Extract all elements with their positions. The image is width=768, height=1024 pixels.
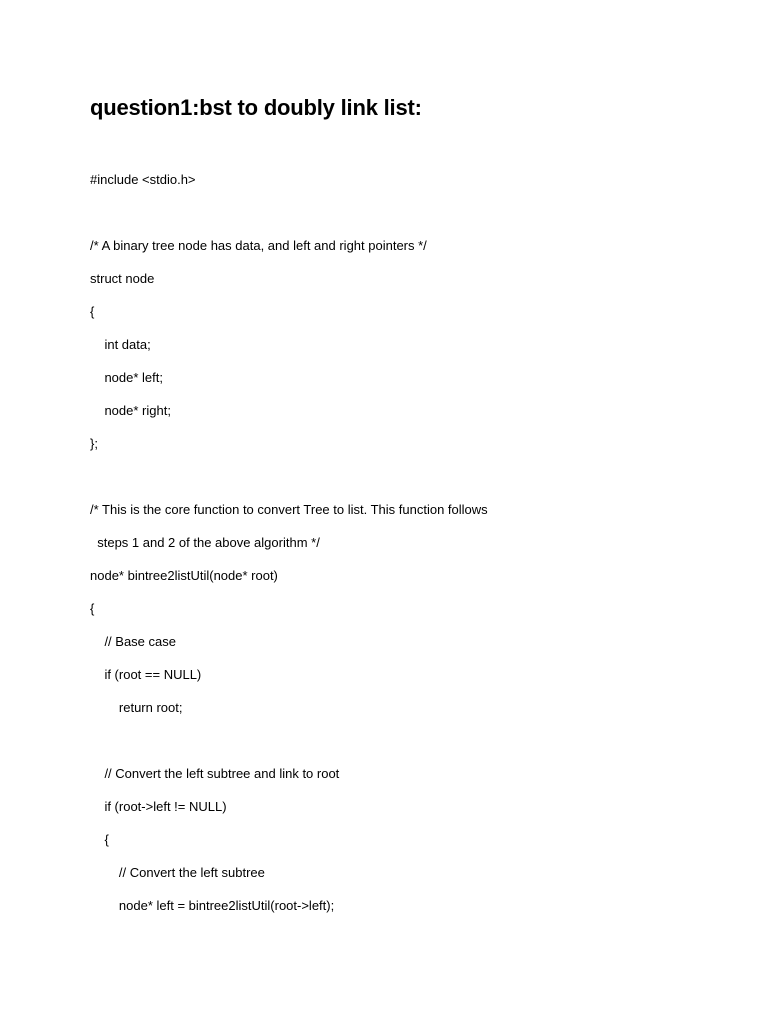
code-line: int data; bbox=[90, 337, 151, 352]
code-line: if (root == NULL) bbox=[90, 667, 202, 682]
code-line: { bbox=[90, 601, 95, 616]
code-line: { bbox=[90, 304, 95, 319]
code-line: // Convert the left subtree and link to root bbox=[90, 766, 340, 781]
code-line: /* This is the core function to convert Tree to list. This function follows bbox=[90, 502, 488, 517]
code-line: node* left; bbox=[90, 370, 163, 385]
code-line bbox=[90, 469, 488, 502]
code-line: // Base case bbox=[90, 634, 176, 649]
code-line: // Convert the left subtree bbox=[90, 865, 265, 880]
code-line: }; bbox=[90, 436, 98, 451]
code-line: { bbox=[90, 832, 109, 847]
code-line: struct node bbox=[90, 271, 155, 286]
code-line: node* left = bintree2listUtil(root->left); bbox=[90, 898, 335, 913]
document-title: question1:bst to doubly link list: bbox=[90, 95, 422, 120]
code-line: node* bintree2listUtil(node* root) bbox=[90, 568, 278, 583]
code-line: steps 1 and 2 of the above algorithm */ bbox=[90, 535, 320, 550]
code-line: if (root->left != NULL) bbox=[90, 799, 227, 814]
code-line bbox=[90, 733, 488, 766]
code-line: #include <stdio.h> bbox=[90, 172, 196, 187]
code-line: node* right; bbox=[90, 403, 171, 418]
code-block bbox=[90, 172, 488, 931]
code-line: return root; bbox=[90, 700, 183, 715]
code-line: /* A binary tree node has data, and left and right pointers */ bbox=[90, 238, 427, 253]
code-line bbox=[90, 205, 488, 238]
